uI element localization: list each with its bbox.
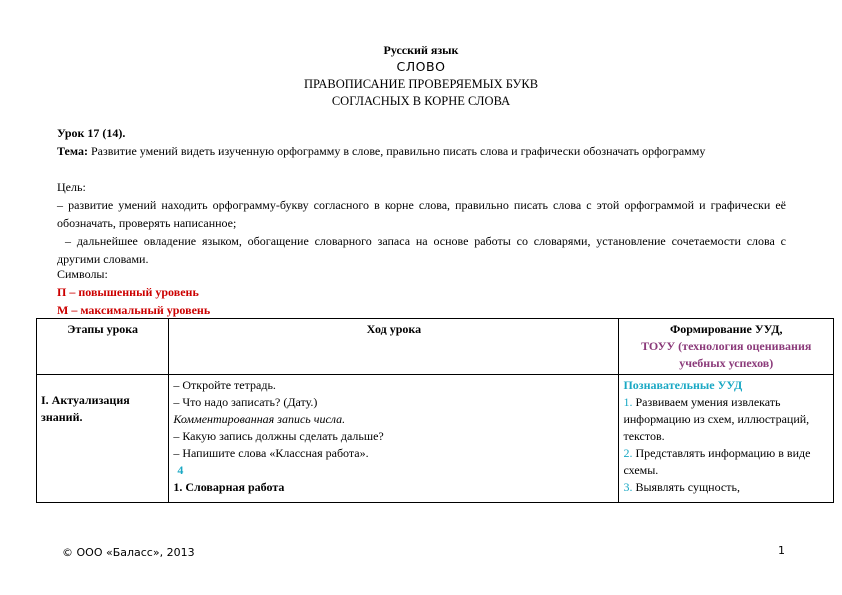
table-row bbox=[37, 375, 834, 503]
table-header-row bbox=[37, 319, 834, 375]
course-number: 4 bbox=[177, 463, 184, 477]
uud-item: 2. Представлять информацию в виде схемы. bbox=[623, 446, 811, 477]
theme-text: Развитие умений видеть изученную орфограмму в слове, правильно писать слова и графически обозначать орфограмму bbox=[90, 144, 706, 158]
goal-item-2: – дальнейшее овладение языком, обогащение словарного запаса на основе работы со словарями, установление сочетаемости слова с другими словами. bbox=[57, 234, 786, 266]
course-line: – Что надо записать? (Дату.) bbox=[173, 395, 318, 409]
page-number: 1 bbox=[778, 544, 785, 557]
course-section: 1. Словарная работа bbox=[173, 480, 285, 494]
lesson-number: Урок 17 (14). bbox=[57, 126, 126, 140]
course-line: – Какую запись должны сделать дальше? bbox=[173, 429, 384, 443]
subject-title: Русский язык bbox=[383, 43, 459, 57]
header-course: Ход урока bbox=[169, 319, 619, 375]
goal-label: Цель: bbox=[57, 180, 86, 194]
header-touu: ТОУУ (технология оценивания учебных успехов) bbox=[641, 339, 812, 370]
section-title: СЛОВО bbox=[396, 59, 446, 74]
lesson-theme bbox=[57, 142, 786, 160]
header-uud-title: Формирование УУД, bbox=[669, 322, 783, 336]
course-line: Комментированная запись числа. bbox=[173, 412, 346, 426]
stage-name: I. Актуализация знаний. bbox=[41, 393, 130, 424]
header-uud bbox=[619, 319, 834, 375]
symbols-label: Символы: bbox=[57, 267, 108, 281]
header-stages: Этапы урока bbox=[37, 319, 169, 375]
uud-title: Познавательные УУД bbox=[623, 378, 743, 392]
course-line: – Откройте тетрадь. bbox=[173, 378, 276, 392]
uud-cell bbox=[619, 375, 834, 503]
uud-item: 1. Развиваем умения извлекать информацию из схем, иллюстраций, текстов. bbox=[623, 395, 810, 443]
topic-line-1: ПРАВОПИСАНИЕ ПРОВЕРЯЕМЫХ БУКВ bbox=[303, 77, 539, 91]
course-line: – Напишите слова «Классная работа». bbox=[173, 446, 369, 460]
copyright-footer: © ООО «Баласс», 2013 bbox=[62, 546, 195, 559]
stage-cell bbox=[37, 375, 169, 503]
lesson-table bbox=[36, 318, 834, 503]
theme-label: Тема: bbox=[57, 144, 88, 158]
uud-item: 3. Выявлять сущность, bbox=[623, 480, 740, 494]
topic-line-2: СОГЛАСНЫХ В КОРНЕ СЛОВА bbox=[331, 94, 511, 108]
symbol-p: П – повышенный уровень bbox=[57, 285, 199, 299]
course-cell bbox=[169, 375, 619, 503]
symbol-m: М – максимальный уровень bbox=[57, 303, 211, 317]
goal-item-1: – развитие умений находить орфограмму-букву согласного в корне слова, правильно писать слова с этой орфограммой и графически её обозначать, проверять написанное; bbox=[57, 198, 786, 230]
